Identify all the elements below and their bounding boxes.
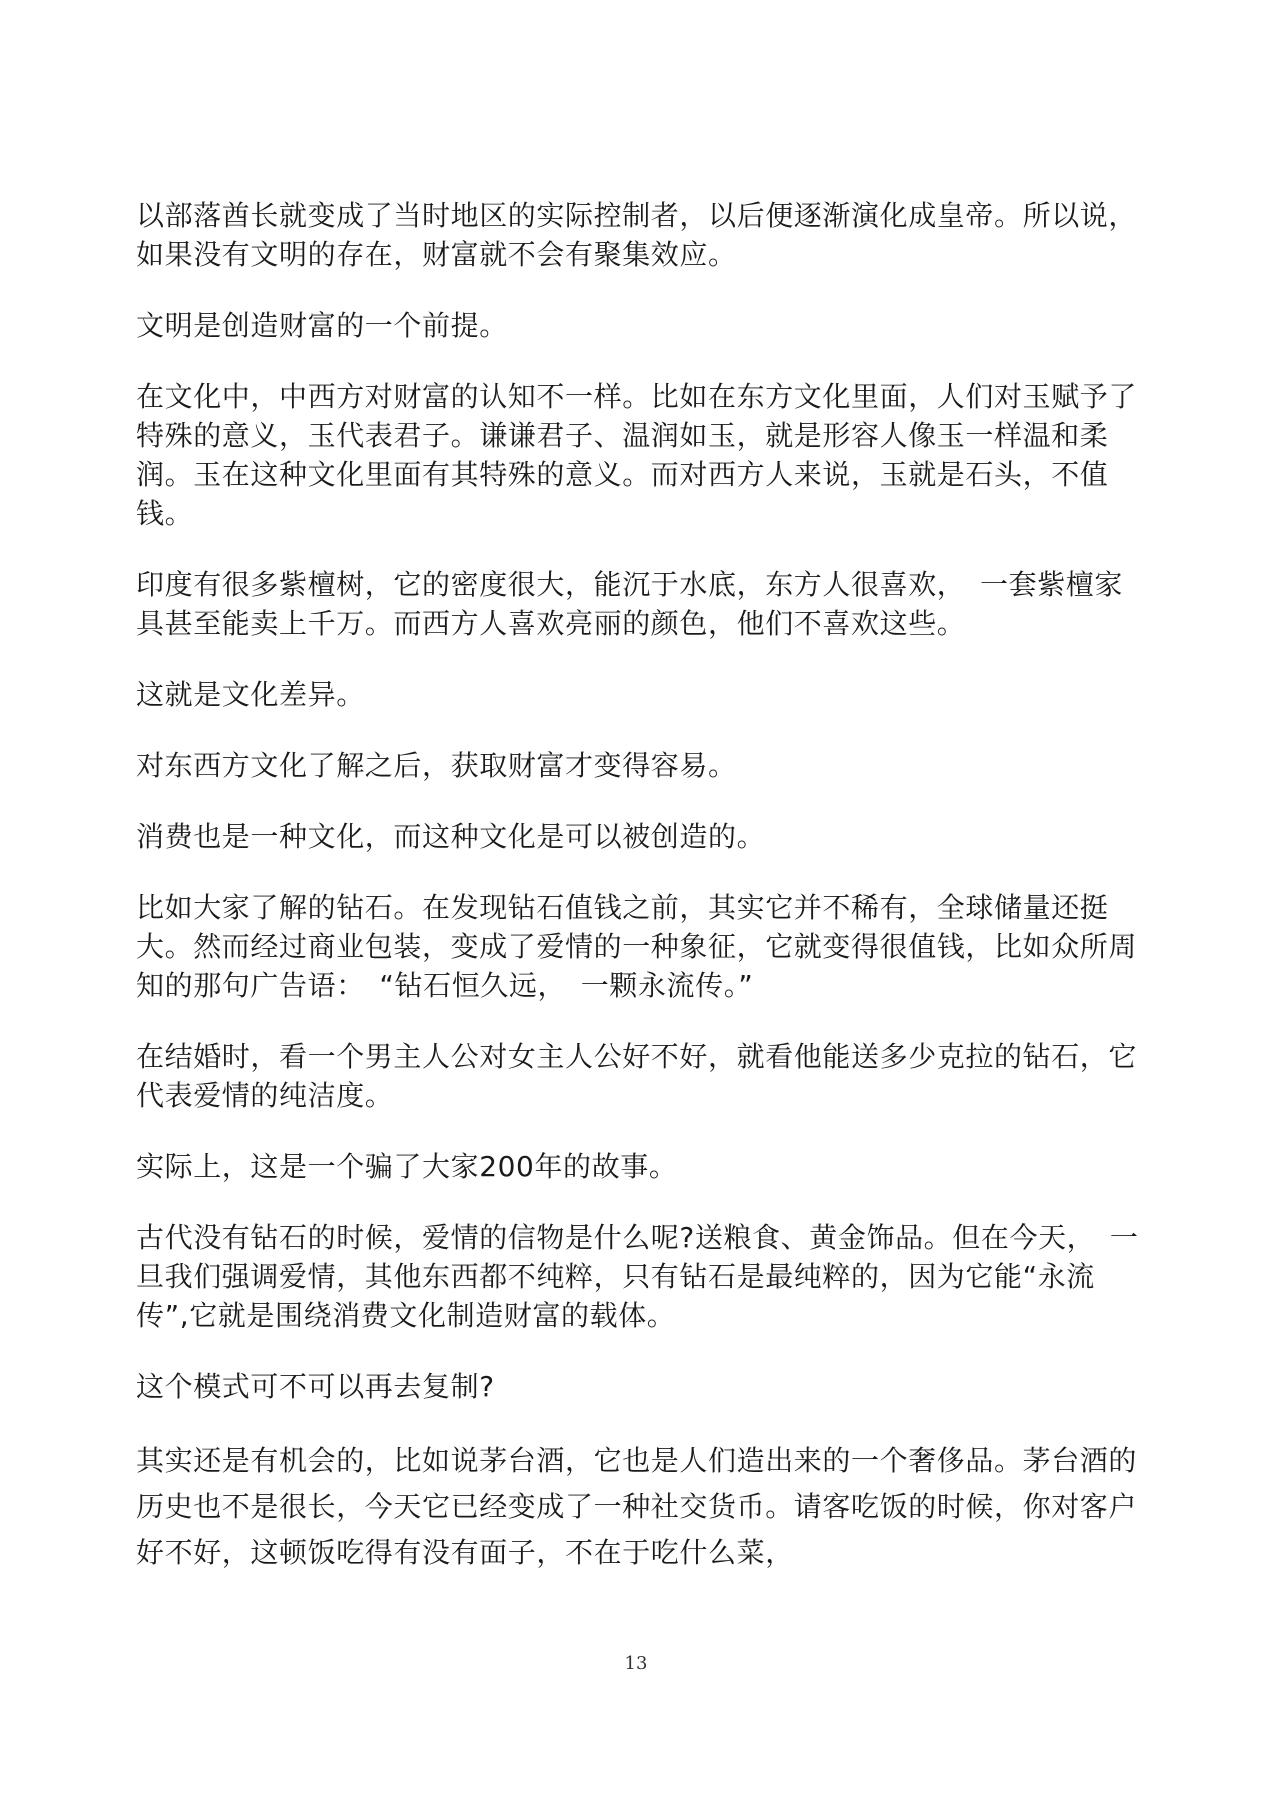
paragraph: 实际上，这是一个骗了大家200年的故事。 bbox=[136, 1150, 678, 1183]
paragraph: 以部落酋长就变成了当时地区的实际控制者，以后便逐渐演化成皇帝。所以说，如果没有文明的存在，财富就不会有聚集效应。 bbox=[136, 199, 1138, 271]
paragraph: 其实还是有机会的，比如说茅台酒，它也是人们造出来的一个奢侈品。茅台酒的历史也不是很长，今天它已经变成了一种社交货币。请客吃饭的时候，你对客户好不好，这顿饭吃得有没有面子，不在于吃什么菜， bbox=[136, 1444, 1138, 1569]
paragraph: 这就是文化差异。 bbox=[136, 678, 365, 711]
paragraph: 在结婚时，看一个男主人公对女主人公好不好，就看他能送多少克拉的钻石，它代表爱情的纯洁度。 bbox=[136, 1040, 1138, 1112]
paragraph: 印度有很多紫檀树，它的密度很大，能沉于水底，东方人很喜欢， 一套紫檀家具甚至能卖上千万。而西方人喜欢亮丽的颜色，他们不喜欢这些。 bbox=[136, 568, 1124, 640]
paragraph: 古代没有钻石的时候，爱情的信物是什么呢?送粮食、黄金饰品。但在今天， 一旦我们强调爱情，其他东西都不纯粹，只有钻石是最纯粹的，因为它能“永流传”,它就是围绕消费文化制造财富的载体。 bbox=[136, 1221, 1139, 1332]
paragraph: 消费也是一种文化，而这种文化是可以被创造的。 bbox=[136, 820, 766, 853]
page-number: 13 bbox=[624, 1653, 648, 1674]
paragraph: 文明是创造财富的一个前提。 bbox=[136, 309, 508, 342]
body-text bbox=[136, 196, 1146, 1608]
paragraph: 比如大家了解的钻石。在发现钻石值钱之前，其实它并不稀有，全球储量还挺大。然而经过商业包装，变成了爱情的一种象征，它就变得很值钱，比如众所周知的那句广告语： “钻石恒久远， 一颗永流传。” bbox=[136, 891, 1138, 1002]
paragraph: 这个模式可不可以再去复制? bbox=[136, 1370, 495, 1403]
paragraph: 对东西方文化了解之后，获取财富才变得容易。 bbox=[136, 749, 737, 782]
paragraph: 在文化中，中西方对财富的认知不一样。比如在东方文化里面，人们对玉赋予了特殊的意义，玉代表君子。谦谦君子、温润如玉，就是形容人像玉一样温和柔润。玉在这种文化里面有其特殊的意义。而对西方人来说，玉就是石头，不值钱。 bbox=[136, 380, 1138, 530]
